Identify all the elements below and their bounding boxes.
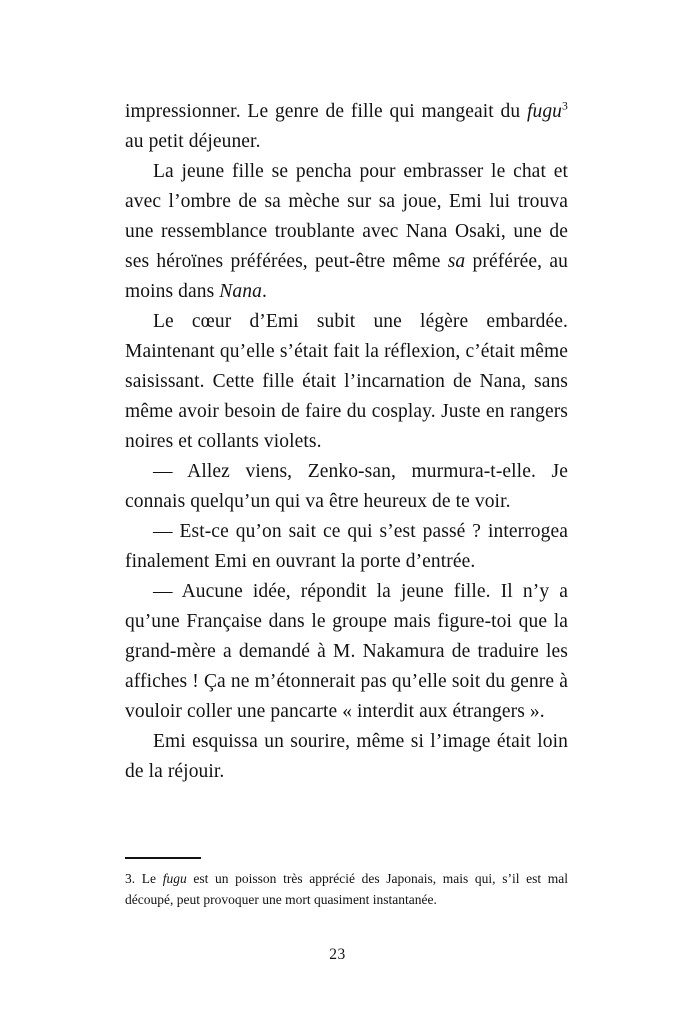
- italic-text: Nana: [219, 281, 262, 302]
- footnote-marker: 3: [562, 99, 568, 113]
- footnote-separator: [125, 857, 201, 859]
- page-number: 23: [329, 946, 346, 963]
- text-segment: préférée, au moins dans: [125, 251, 568, 302]
- paragraph: [125, 517, 568, 577]
- text-segment: impressionner. Le genre de fille qui mangeait du: [125, 101, 527, 122]
- paragraph: [125, 157, 568, 307]
- text-segment: — Allez viens, Zenko-san, murmura-t-elle. Je connais quelqu’un qui va être heureux de te voir.: [125, 461, 568, 512]
- italic-text: fugu: [162, 871, 187, 886]
- paragraph: [125, 577, 568, 727]
- paragraph: [125, 97, 568, 157]
- text-segment: 3. Le: [125, 871, 163, 886]
- text-segment: Le cœur d’Emi subit une légère embardée. Maintenant qu’elle s’était fait la réflexion, c’était même saisissant. Cette fille était l’incarnation de Nana, sans même avoir besoin de faire du cosplay. Juste en rangers noires et collants violets.: [125, 311, 568, 452]
- text-segment: au petit déjeuner.: [125, 131, 261, 152]
- italic-text: fugu: [526, 101, 563, 122]
- paragraph: [125, 727, 568, 787]
- text-block: [125, 97, 568, 787]
- text-segment: — Est-ce qu’on sait ce qui s’est passé ? interrogea finalement Emi en ouvrant la porte d’entrée.: [125, 521, 568, 572]
- paragraph: [125, 307, 568, 457]
- text-segment: La jeune fille se pencha pour embrasser le chat et avec l’ombre de sa mèche sur sa joue, Emi lui trouva une ressemblance troublante avec Nana Osaki, une de ses héroïnes préférées, peut-être même: [125, 161, 568, 272]
- text-segment: — Aucune idée, répondit la jeune fille. Il n’y a qu’une Française dans le groupe mais figure-toi que la grand-mère a demandé à M. Nakamura de traduire les affiches ! Ça ne m’étonnerait pas qu’elle soit du genre à vouloir coller une pancarte « interdit aux étrangers ».: [125, 581, 568, 722]
- text-segment: est un poisson très apprécié des Japonais, mais qui, s’il est mal découpé, peut provoquer une mort quasiment instantanée.: [125, 871, 569, 907]
- text-segment: .: [261, 281, 267, 302]
- footnote-text: [125, 868, 568, 910]
- paragraph: [125, 457, 568, 517]
- italic-text: sa: [447, 251, 466, 272]
- text-segment: Emi esquissa un sourire, même si l’image était loin de la réjouir.: [125, 731, 568, 782]
